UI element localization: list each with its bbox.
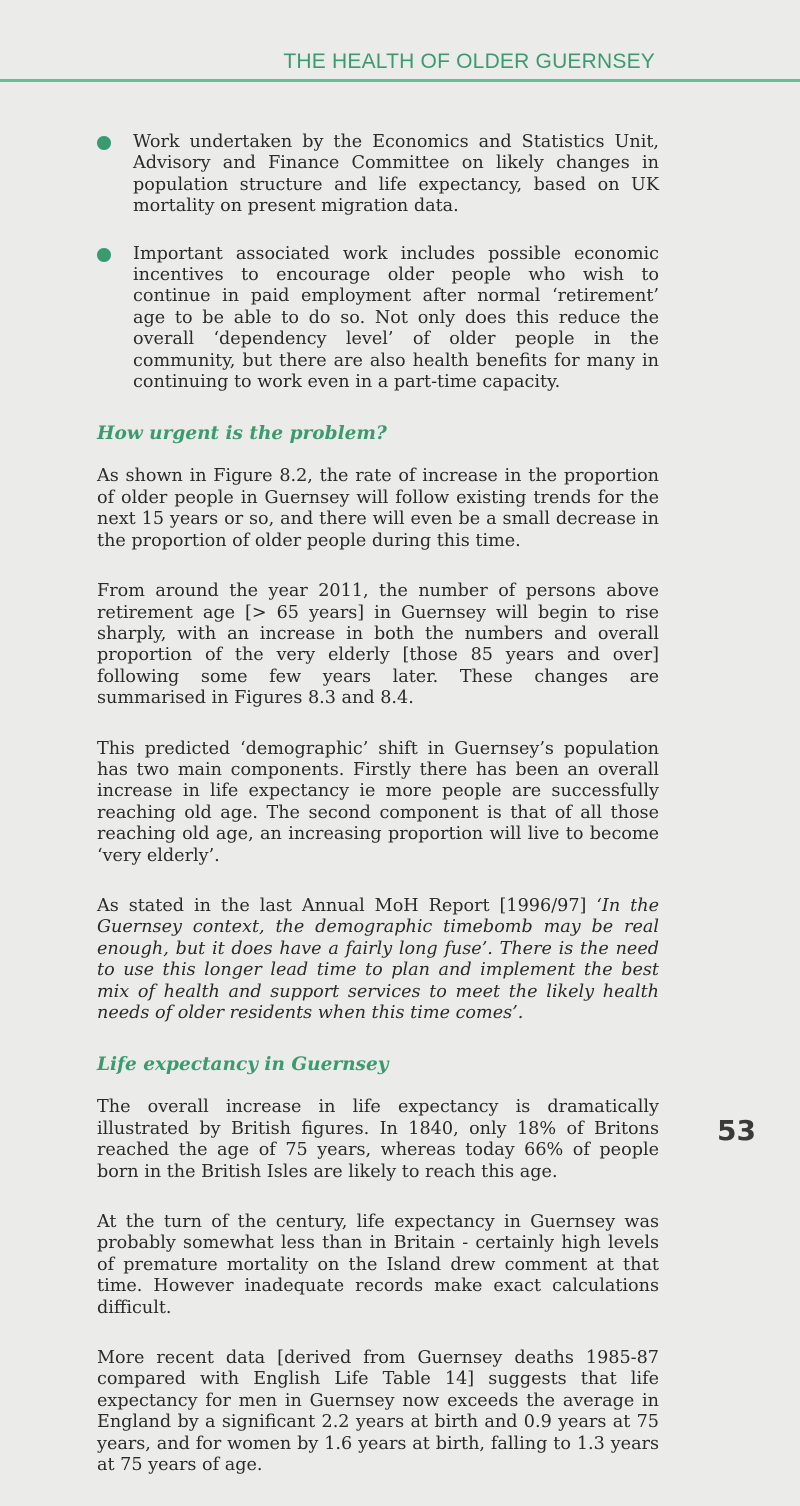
paragraph: More recent data [derived from Guernsey deaths 1985-87 compared with English Life Table 14] suggests that life expectancy for men in Guernsey now exceeds the average in England by a significant 2.2 years at birth and 0.9 years at 75 years, and for women by 1.6 years at birth, falling to 1.3 years at 75 years of age. xyxy=(97,1348,659,1476)
bullet-dot-icon xyxy=(97,136,111,150)
quote-lead: As stated in the last Annual MoH Report [1996/97] xyxy=(97,895,597,916)
page-number: 53 xyxy=(717,1114,756,1147)
quote-italic: ‘In the Guernsey context, the demographic timebomb may be real enough, but it does have a fairly long fuse’. There is the need to use this longer lead time to plan and implement the best mix of health and support services to meet the likely health needs of older residents when this time comes’. xyxy=(97,895,659,1023)
section-heading: Life expectancy in Guernsey xyxy=(97,1054,389,1076)
bullet-item xyxy=(97,132,659,218)
paragraph: This predicted ‘demographic’ shift in Guernsey’s population has two main components. Firstly there has been an overall increase in life expectancy ie more people are successfully reaching old age. The second component is that of all those reaching old age, an increasing proportion will live to become ‘very elderly’. xyxy=(97,738,659,866)
bullet-list xyxy=(97,132,659,393)
paragraph: As shown in Figure 8.2, the rate of increase in the proportion of older people in Guernsey will follow existing trends for the next 15 years or so, and there will even be a small decrease in the proportion of older people during this time. xyxy=(97,466,659,551)
header-rule xyxy=(0,79,800,82)
page-content xyxy=(97,132,659,1506)
section-heading: How urgent is the problem? xyxy=(97,423,387,445)
running-header: THE HEALTH OF OLDER GUERNSEY xyxy=(283,50,655,73)
bullet-item xyxy=(97,244,659,394)
paragraph: The overall increase in life expectancy is dramatically illustrated by British figures. In 1840, only 18% of Britons reached the age of 75 years, whereas today 66% of people born in the British Isles are likely to reach this age. xyxy=(97,1097,659,1182)
quote-paragraph xyxy=(97,896,659,1024)
bullet-bold-text: Work undertaken by the Economics and Statistics Unit, xyxy=(133,132,659,152)
paragraph: At the turn of the century, life expectancy in Guernsey was probably somewhat less than in Britain - certainly high levels of premature mortality on the Island drew comment at that time. However inadequate records make exact calculations difficult. xyxy=(97,1212,659,1318)
bullet-dot-icon xyxy=(97,248,111,262)
bullet-text: associated work includes possible economic incentives to encourage older people who wish to continue in paid employment after normal ‘retirement’ age to be able to do so. Not only does this reduce the overall ‘dependency level’ of older people in the community, but there are also health benefits for many in continuing to work even in a part-time capacity. xyxy=(133,243,659,393)
paragraph: From around the year 2011, the number of persons above retirement age [> 65 years] in Guernsey will begin to rise sharply, with an increase in both the numbers and overall proportion of the very elderly [those 85 years and over] following some few years later. These changes are summarised in Figures 8.3 and 8.4. xyxy=(97,581,659,709)
bullet-bold-text: Important xyxy=(133,243,223,264)
bullet-text: Advisory and Finance Committee on likely changes in population structure and life expectancy, based on UK mortality on present migration data. xyxy=(133,153,659,217)
